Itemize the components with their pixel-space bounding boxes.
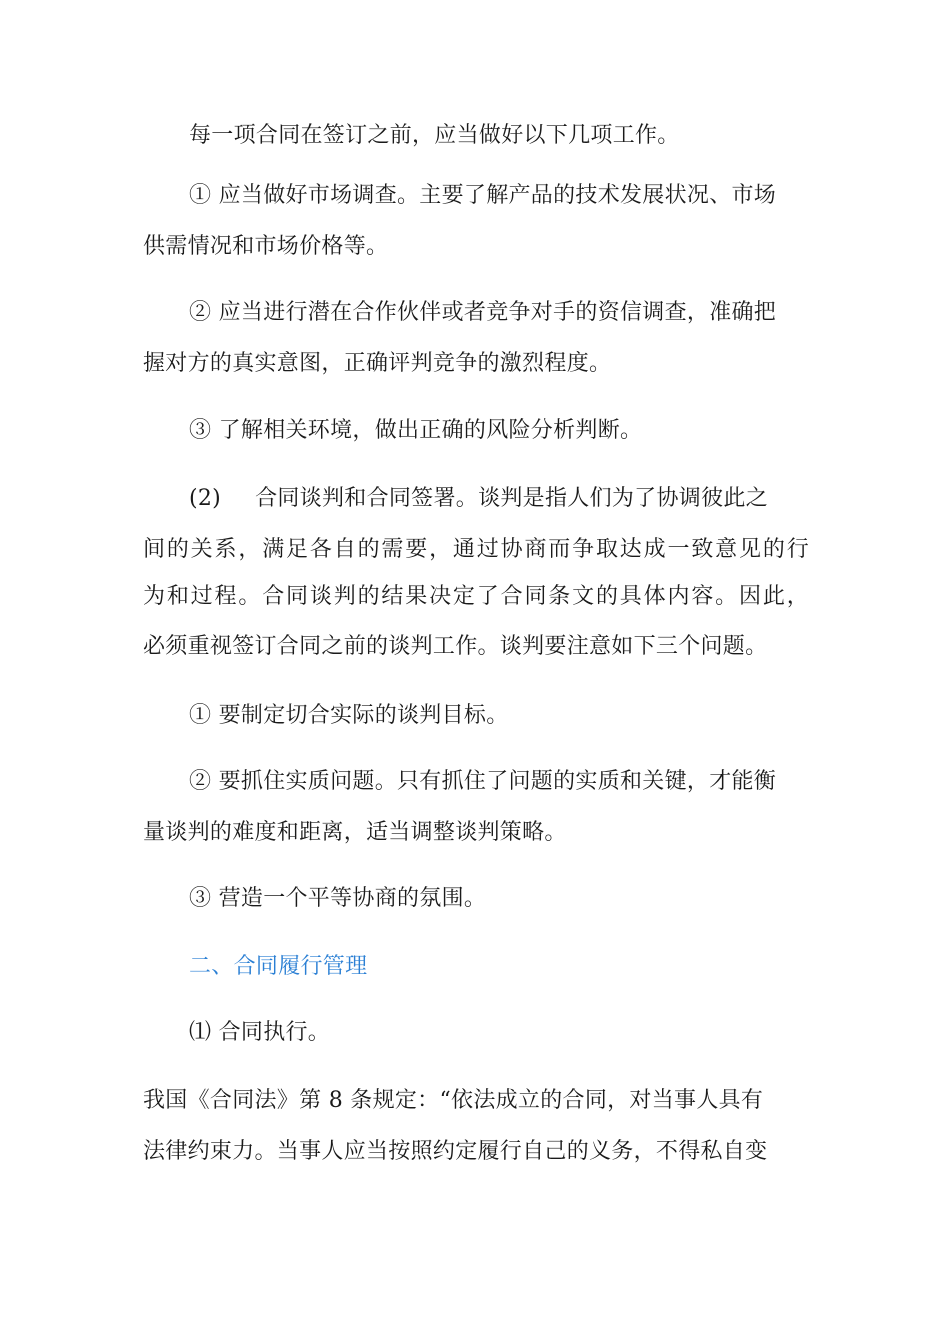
- paragraph-intro: 每一项合同在签订之前，应当做好以下几项工作。: [189, 123, 680, 148]
- item-number: (2): [189, 486, 222, 511]
- paragraph-negotiation-first-line: [189, 486, 768, 512]
- list-item-target: ① 要制定切合实际的谈判目标。: [189, 703, 509, 728]
- subsection-title: ⑴ 合同执行。: [189, 1020, 331, 1045]
- list-item-key-issue-cont: 量谈判的难度和距离，适当调整谈判策略。: [143, 820, 567, 845]
- paragraph-law-line-1: 我国《合同法》第 8 条规定：“依法成立的合同，对当事人具有: [143, 1088, 764, 1113]
- list-item-atmosphere: ③ 营造一个平等协商的氛围。: [189, 886, 487, 911]
- paragraph-negotiation-line-4: 必须重视签订合同之前的谈判工作。谈判要注意如下三个问题。: [143, 634, 768, 659]
- paragraph-law-line-2: 法律约束力。当事人应当按照约定履行自己的义务，不得私自变: [143, 1139, 768, 1164]
- paragraph-negotiation-text: 合同谈判和合同签署。谈判是指人们为了协调彼此之: [255, 486, 768, 511]
- list-item-credit-survey-cont: 握对方的真实意图，正确评判竞争的激烈程度。: [143, 351, 612, 376]
- list-item-key-issue: ② 要抓住实质问题。只有抓住了问题的实质和关键，才能衡: [189, 769, 777, 794]
- list-item-market-survey: ① 应当做好市场调查。主要了解产品的技术发展状况、市场: [189, 183, 777, 208]
- list-item-credit-survey: ② 应当进行潜在合作伙伴或者竞争对手的资信调查，准确把: [189, 300, 777, 325]
- paragraph-negotiation-line-3: 为和过程。合同谈判的结果决定了合同条文的具体内容。因此，: [143, 584, 809, 609]
- section-heading: 二、合同履行管理: [189, 954, 368, 979]
- list-item-market-survey-cont: 供需情况和市场价格等。: [143, 234, 389, 259]
- paragraph-negotiation-line-2: 间的关系，满足各自的需要，通过协商而争取达成一致意见的行: [143, 537, 809, 562]
- list-item-environment: ③ 了解相关环境，做出正确的风险分析判断。: [189, 418, 643, 443]
